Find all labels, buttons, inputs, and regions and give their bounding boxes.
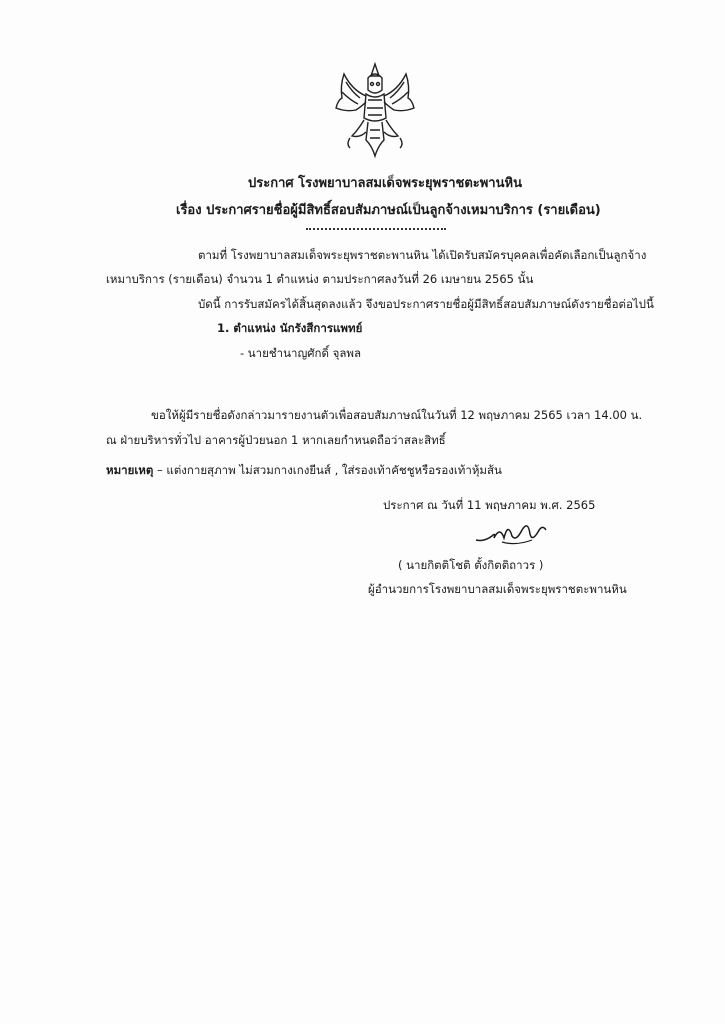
- signature: [472, 512, 552, 548]
- note-text: – แต่งกายสุภาพ ไม่สวมกางเกงยีนส์ , ใส่รองเท้าคัชชูหรือรองเท้าหุ้มส้น: [153, 463, 502, 477]
- paragraph-1-line-2: เหมาบริการ (รายเดือน) จำนวน 1 ตำแหน่ง ตามประกาศลงวันที่ 26 เมษายน 2565 นั้น: [106, 272, 534, 286]
- note-label: หมายเหตุ: [106, 463, 154, 477]
- position-heading: 1. ตำแหน่ง นักรังสีการแพทย์: [217, 321, 363, 335]
- announcement-subject: เรื่อง ประกาศรายชื่อผู้มีสิทธิ์สอบสัมภาษณ์เป็นลูกจ้างเหมาบริการ (รายเดือน): [176, 203, 601, 218]
- paragraph-2: บัดนี้ การรับสมัครได้สิ้นสุดลงแล้ว จึงขอประกาศรายชื่อผู้มีสิทธิ์สอบสัมภาษณ์ดังรายชื่อต่อไปนี้: [198, 297, 654, 311]
- paragraph-3-line-1: ขอให้ผู้มีรายชื่อดังกล่าวมารายงานตัวเพื่อสอบสัมภาษณ์ในวันที่ 12 พฤษภาคม 2565 เวลา 14.00 น.: [151, 408, 643, 422]
- paragraph-1-line-1: ตามที่ โรงพยาบาลสมเด็จพระยุพราชตะพานหิน ได้เปิดรับสมัครบุคคลเพื่อคัดเลือกเป็นลูกจ้าง: [198, 248, 647, 262]
- note: [106, 462, 502, 478]
- paragraph-3-line-2: ณ ฝ่ายบริหารทั่วไป อาคารผู้ป่วยนอก 1 หากเลยกำหนดถือว่าสละสิทธิ์: [106, 433, 446, 447]
- garuda-emblem: [330, 60, 420, 160]
- announcement-title: ประกาศ โรงพยาบาลสมเด็จพระยุพราชตะพานหิน: [248, 176, 522, 191]
- signer-name: ( นายกิตติโชติ ตั้งกิตติถาวร ): [398, 558, 544, 572]
- candidate-name: - นายชำนาญศักดิ์ จุลพล: [240, 346, 362, 360]
- title-separator: [306, 226, 446, 230]
- announcement-date: ประกาศ ณ วันที่ 11 พฤษภาคม พ.ศ. 2565: [383, 498, 596, 512]
- signer-title: ผู้อำนวยการโรงพยาบาลสมเด็จพระยุพราชตะพานหิน: [368, 582, 627, 596]
